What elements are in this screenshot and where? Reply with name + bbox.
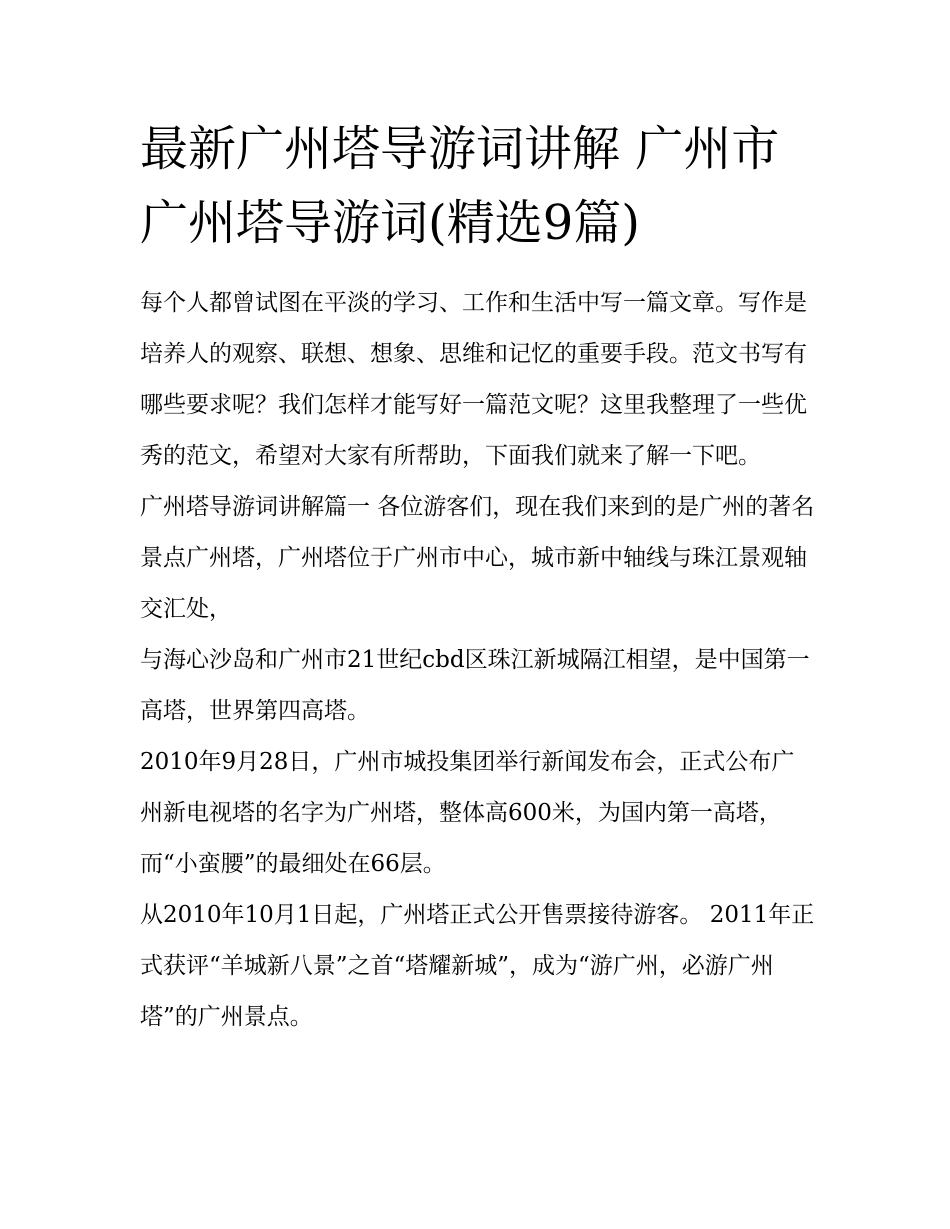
paragraph-highest-tower: 与海心沙岛和广州市21世纪cbd区珠江新城隔江相望，是中国第一高塔，世界第四高塔。 bbox=[140, 647, 810, 724]
paragraph-location: 广州塔导游词讲解篇一 各位游客们，现在我们来到的是广州的著名景点广州塔，广州塔位于广州市中心，城市新中轴线与珠江景观轴交汇处， bbox=[140, 494, 815, 622]
document-body bbox=[140, 278, 815, 1043]
document-title: 最新广州塔导游词讲解 广州市广州塔导游词(精选9篇) bbox=[140, 121, 780, 251]
paragraph-intro: 每个人都曾试图在平淡的学习、工作和生活中写一篇文章。写作是培养人的观察、联想、想象、思维和记忆的重要手段。范文书写有哪些要求呢？我们怎样才能写好一篇范文呢？这里我整理了一些优秀的范文，希望对大家有所帮助，下面我们就来了解一下吧。 bbox=[140, 290, 807, 469]
paragraph-opening: 从2010年10月1日起，广州塔正式公开售票接待游客。 2011年正式获评“羊城新八景”之首“塔耀新城”，成为“游广州，必游广州塔”的广州景点。 bbox=[140, 902, 815, 1030]
paragraph-naming: 2010年9月28日，广州市城投集团举行新闻发布会，正式公布广州新电视塔的名字为广州塔，整体高600米，为国内第一高塔，而“小蛮腰”的最细处在66层。 bbox=[140, 749, 795, 877]
